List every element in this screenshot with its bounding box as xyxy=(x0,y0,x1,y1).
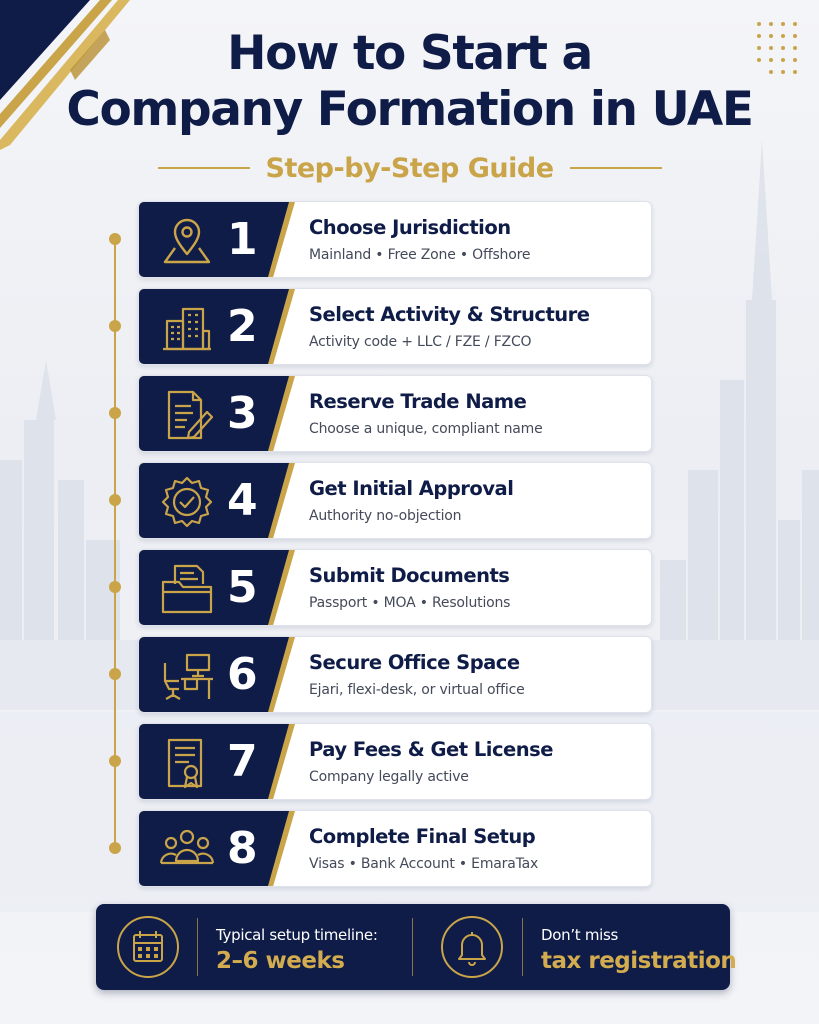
bell-icon xyxy=(440,915,504,979)
step-number: 5 xyxy=(227,562,258,613)
step-subtitle: Authority no-objection xyxy=(309,508,462,524)
step-subtitle: Mainland • Free Zone • Offshore xyxy=(309,247,531,263)
step-subtitle: Company legally active xyxy=(309,769,469,785)
summary-divider xyxy=(412,918,413,976)
step-title: Choose Jurisdiction xyxy=(309,216,511,239)
title-line-2: Company Formation in UAE xyxy=(66,82,753,137)
office-desk-icon xyxy=(159,649,215,703)
page-subtitle: Step-by-Step Guide xyxy=(265,152,554,184)
timeline-dot xyxy=(109,494,121,506)
timeline-dot xyxy=(109,407,121,419)
step-number: 8 xyxy=(227,823,258,874)
summary-bar xyxy=(96,904,737,990)
timeline-dot xyxy=(109,668,121,680)
step-card xyxy=(138,810,652,887)
license-certificate-icon xyxy=(159,736,215,790)
step-subtitle: Ejari, flexi-desk, or virtual office xyxy=(309,682,525,698)
summary-divider xyxy=(522,918,523,976)
timeline-dot xyxy=(109,581,121,593)
step-title: Secure Office Space xyxy=(309,651,520,674)
page-title xyxy=(0,26,819,138)
step-number: 4 xyxy=(227,475,258,526)
step-subtitle: Visas • Bank Account • EmaraTax xyxy=(309,856,539,872)
approval-seal-icon xyxy=(159,475,215,529)
subtitle-row xyxy=(0,148,819,188)
reminder-value: tax registration xyxy=(541,948,737,974)
step-number: 7 xyxy=(227,736,258,787)
folder-documents-icon xyxy=(159,562,215,616)
document-pen-icon xyxy=(159,388,215,442)
summary-divider xyxy=(197,918,198,976)
step-number: 6 xyxy=(227,649,258,700)
title-line-1: How to Start a xyxy=(227,26,592,81)
step-title: Select Activity & Structure xyxy=(309,303,590,326)
step-card xyxy=(138,201,652,278)
step-subtitle: Choose a unique, compliant name xyxy=(309,421,543,437)
timeline-value: 2–6 weeks xyxy=(216,948,345,974)
step-title: Get Initial Approval xyxy=(309,477,514,500)
buildings-icon xyxy=(159,301,215,355)
step-card xyxy=(138,375,652,452)
timeline-label: Typical setup timeline: xyxy=(216,926,378,944)
timeline-dot xyxy=(109,755,121,767)
step-title: Pay Fees & Get License xyxy=(309,738,553,761)
subtitle-divider-left xyxy=(158,167,250,169)
step-title: Submit Documents xyxy=(309,564,510,587)
location-pin-icon xyxy=(159,214,215,268)
reminder-label: Don’t miss xyxy=(541,926,619,944)
timeline-dot xyxy=(109,320,121,332)
step-subtitle: Passport • MOA • Resolutions xyxy=(309,595,511,611)
timeline-dot xyxy=(109,842,121,854)
people-group-icon xyxy=(159,823,215,877)
step-subtitle: Activity code + LLC / FZE / FZCO xyxy=(309,334,532,350)
calendar-icon xyxy=(116,915,180,979)
step-card xyxy=(138,462,652,539)
step-number: 1 xyxy=(227,214,258,265)
step-title: Reserve Trade Name xyxy=(309,390,527,413)
step-card xyxy=(138,549,652,626)
step-number: 3 xyxy=(227,388,258,439)
step-card xyxy=(138,723,652,800)
step-card xyxy=(138,636,652,713)
step-title: Complete Final Setup xyxy=(309,825,536,848)
step-number: 2 xyxy=(227,301,258,352)
subtitle-divider-right xyxy=(570,167,662,169)
timeline-dot xyxy=(109,233,121,245)
step-card xyxy=(138,288,652,365)
